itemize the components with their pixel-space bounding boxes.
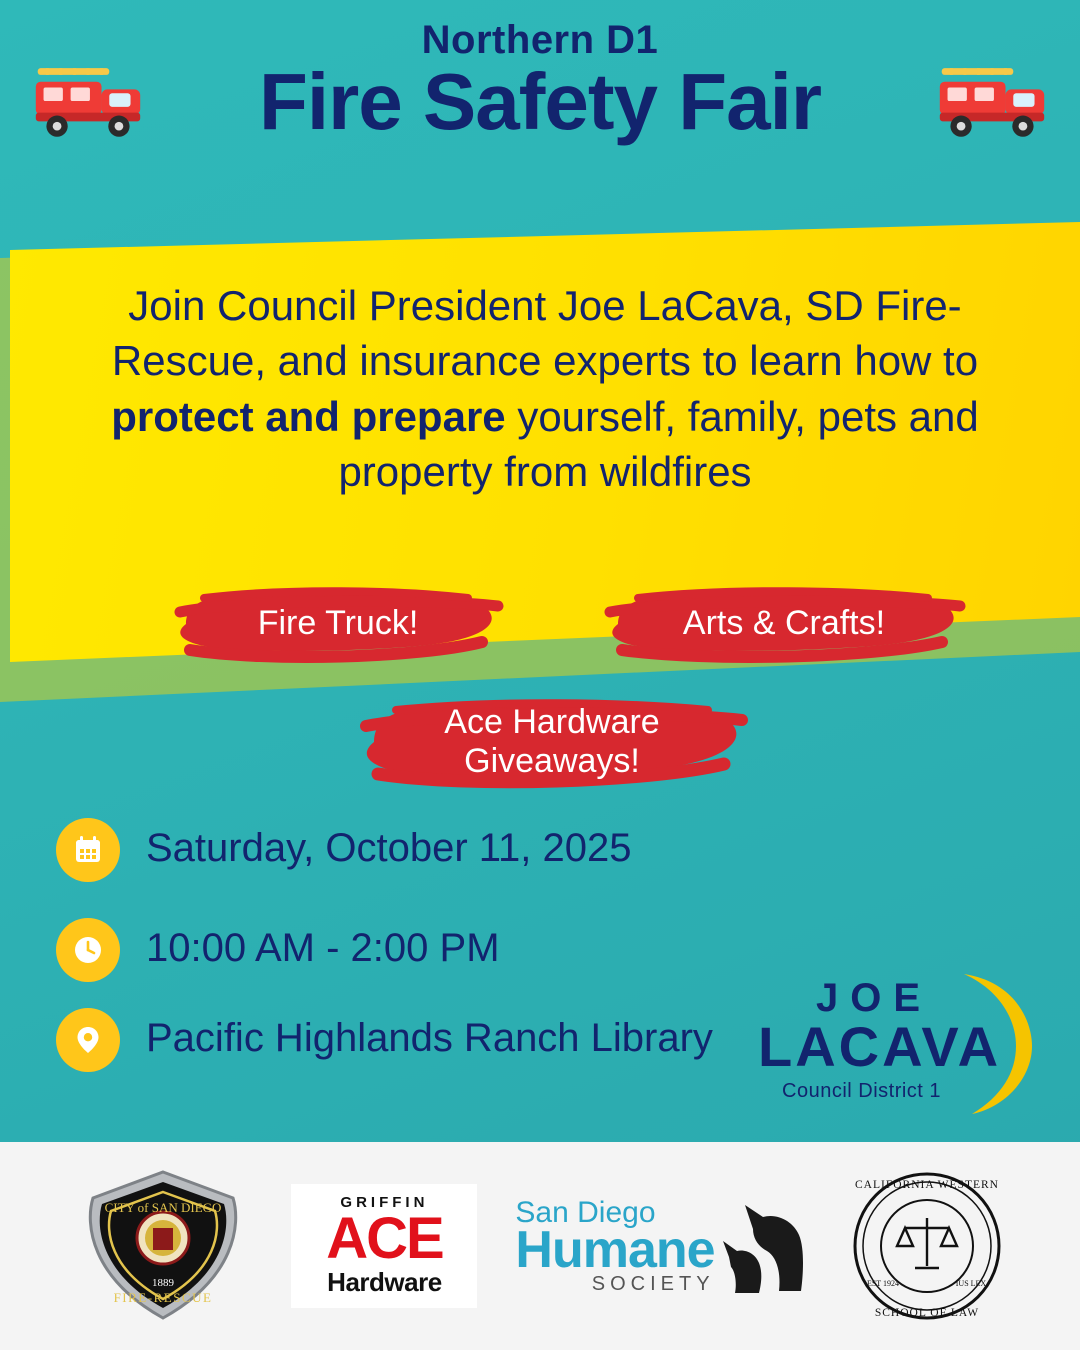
clock-icon xyxy=(56,918,120,982)
detail-date xyxy=(56,818,632,882)
badge-label: Ace Hardware Giveaways! xyxy=(444,702,660,780)
detail-time xyxy=(56,918,500,982)
dog-cat-icon xyxy=(719,1191,809,1301)
humane-society-line3: SOCIETY xyxy=(591,1272,715,1295)
badge-label: Fire Truck! xyxy=(257,604,419,643)
ace-wordmark: ACE xyxy=(326,1206,443,1272)
detail-time-text: 10:00 AM - 2:00 PM xyxy=(146,926,500,970)
badge-arts-crafts xyxy=(598,578,970,670)
description-emphasis: protect and prepare xyxy=(111,392,506,440)
sponsor-text-line2: FIRE-RESCUE xyxy=(114,1290,213,1305)
sponsor-city-of-san-diego-fire-rescue xyxy=(73,1166,253,1326)
humane-society-line1: San Diego xyxy=(515,1196,656,1230)
calendar-icon xyxy=(56,818,120,882)
description-part-2: yourself, family, pets and property from wildfires xyxy=(338,392,979,496)
sponsor-bar xyxy=(0,1142,1080,1350)
sponsor-california-western-school-of-law xyxy=(847,1166,1007,1326)
lacava-logo xyxy=(758,968,1028,1118)
page-title: Fire Safety Fair xyxy=(258,57,821,146)
detail-location xyxy=(56,1008,716,1072)
sponsor-griffin-ace-hardware xyxy=(291,1184,477,1308)
detail-location-text: Pacific Highlands Ranch Library xyxy=(146,1016,713,1060)
calwestern-line3: EST 1924 xyxy=(866,1279,899,1288)
description-part-1: Join Council President Joe LaCava, SD Fire-Rescue, and insurance experts to learn how to xyxy=(111,282,979,385)
lacava-subtitle: Council District 1 xyxy=(782,1080,942,1102)
humane-society-line2: Humane xyxy=(515,1220,715,1279)
page-kicker: Northern D1 xyxy=(421,18,659,62)
detail-date-text: Saturday, October 11, 2025 xyxy=(146,826,632,870)
sponsor-text-line1: CITY of SAN DIEGO xyxy=(104,1200,222,1215)
sponsor-san-diego-humane-society xyxy=(515,1191,808,1301)
calwestern-line4: IUS LEX xyxy=(955,1279,986,1288)
fire-truck-icon xyxy=(30,62,146,142)
ace-hardware-text: Hardware xyxy=(327,1266,442,1297)
calwestern-line1: CALIFORNIA WESTERN xyxy=(854,1179,999,1191)
badge-label: Arts & Crafts! xyxy=(682,604,886,643)
ace-griffin-text: GRIFFIN xyxy=(340,1194,429,1212)
location-pin-icon xyxy=(56,1008,120,1072)
calwestern-line2: SCHOOL OF LAW xyxy=(874,1307,979,1319)
fire-truck-icon xyxy=(934,62,1050,142)
header xyxy=(0,18,1080,144)
sponsor-text-line3: 1889 xyxy=(152,1277,175,1289)
badge-ace-giveaways xyxy=(352,688,752,796)
badge-fire-truck xyxy=(168,578,508,670)
lacava-last-name: LACAVA xyxy=(758,1015,1002,1078)
event-description xyxy=(80,278,1010,500)
lacava-first-name: JOE xyxy=(816,976,933,1020)
